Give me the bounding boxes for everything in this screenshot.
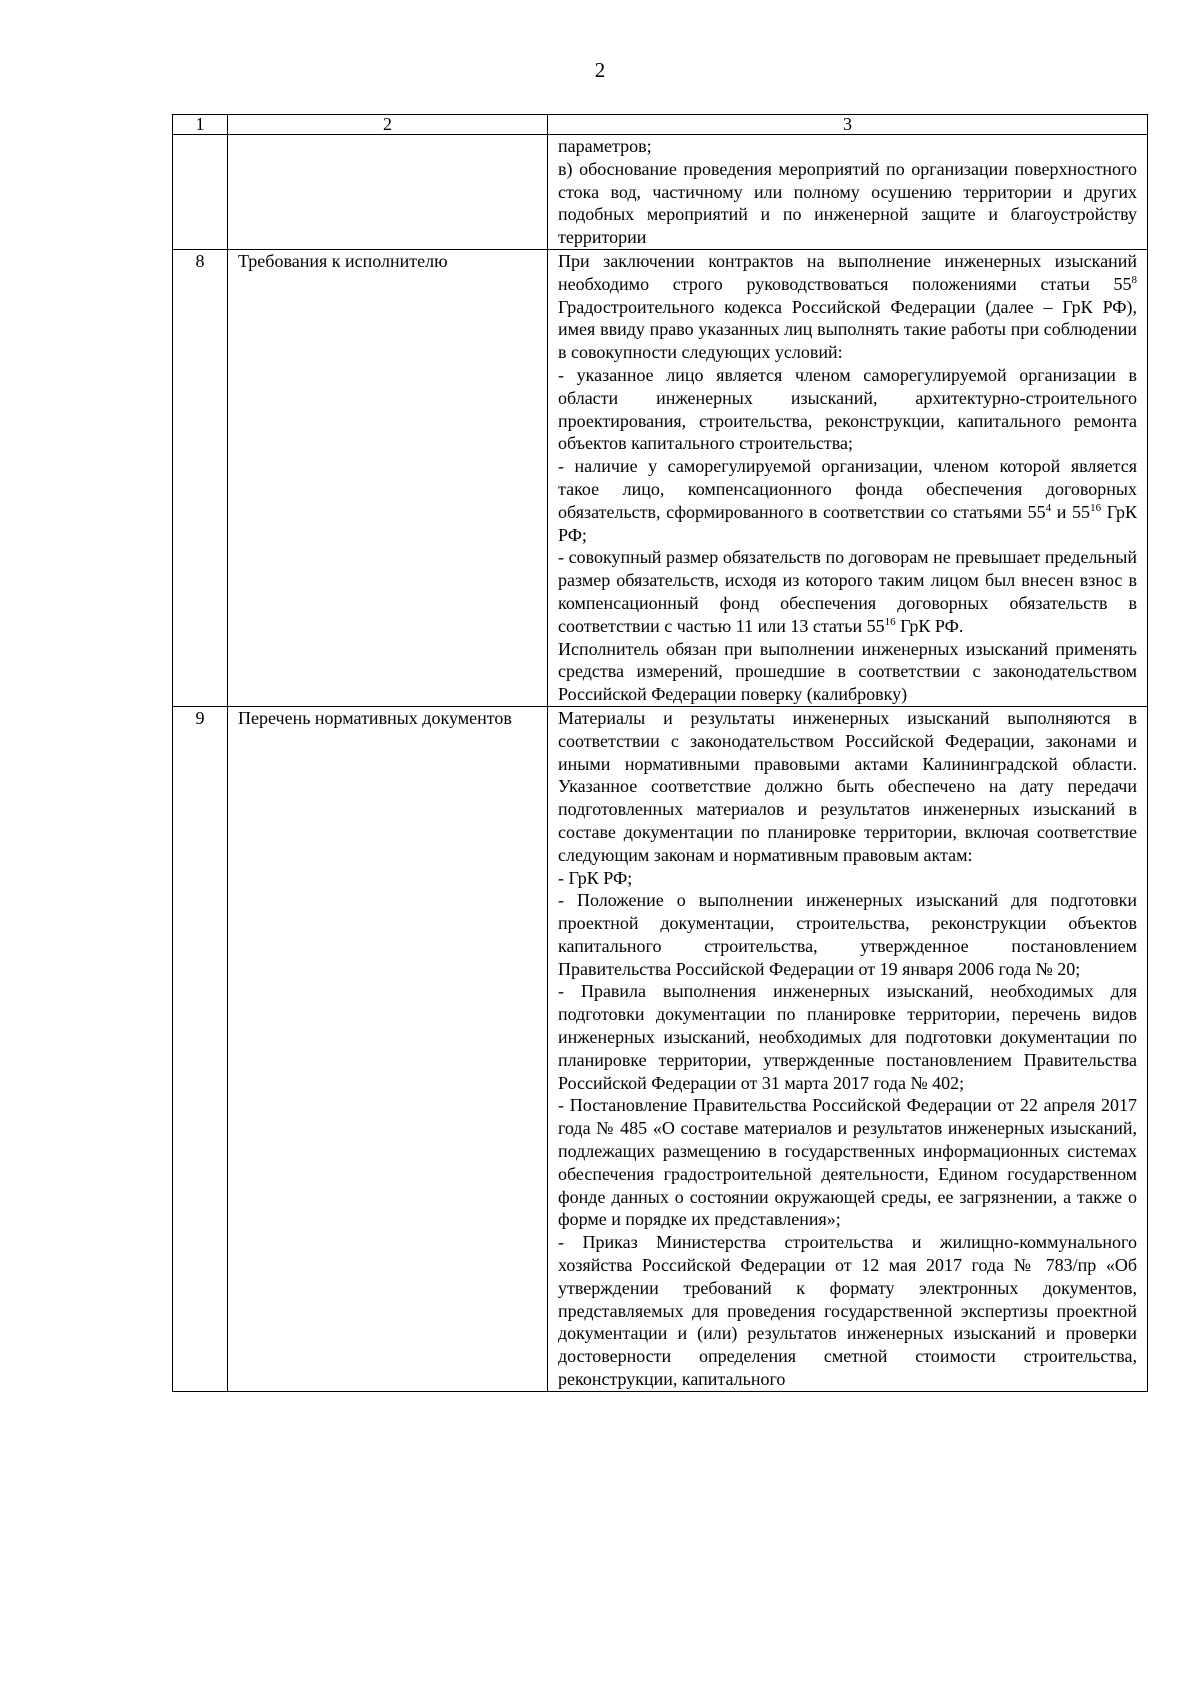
list-item: - Приказ Министерства строительства и жилищно-коммунального хозяйства Российской Федерации от 12 мая 2017 года № 783/пр «Об утверждении требований к формату электронных документов, представляемых для проведения государственной экспертизы проектной документации и (или) результатов инженерных изысканий и проверки достоверности определения сметной стоимости строительства, реконструкции, капитального (558, 1232, 1137, 1390)
row-content (548, 706, 1148, 1391)
list-item: - Постановление Правительства Российской Федерации от 22 апреля 2017 года № 485 «О составе материалов и результатов инженерных изысканий, подлежащих размещению в государственных информационных системах обеспечения градостроительной деятельности, Едином государственном фонде данных о состоянии окружающей среды, ее загрязнении, а также о форме и порядке их представления»; (558, 1095, 1137, 1230)
header-cell-3: 3 (548, 115, 1148, 135)
row-number: 8 (173, 249, 228, 706)
header-cell-2: 2 (228, 115, 548, 135)
list-item: - указанное лицо является членом саморегулируемой организации в области инженерных изысканий, архитектурно-строительного проектирования, строительства, реконструкции, капитального ремонта объектов капитального строительства; (558, 364, 1137, 454)
requirements-table (172, 114, 1148, 1392)
table-row-9 (173, 706, 1148, 1391)
paragraph: параметров; (558, 136, 652, 156)
table-row-8 (173, 249, 1148, 706)
paragraph: При заключении контрактов на выполнение инженерных изысканий необходимо строго руководствоваться положениями статьи $55^8$ Градостроительного кодекса Российской Федерации (далее – ГрК РФ), имея ввиду право указанных лиц выполнять такие работы при соблюдении в совокупности следующих условий: (558, 250, 1137, 363)
list-item: - наличие у саморегулируемой организации, членом которой является такое лицо, компенсационного фонда обеспечения договорных обязательств, сформированного в соответствии со статьями $55^4$ и $55^{16}$ ГрК РФ; (558, 456, 1137, 545)
paragraph: Материалы и результаты инженерных изысканий выполняются в соответствии с законодательством Российской Федерации, законами и иными нормативными правовыми актами Калининградской области. Указанное соответствие должно быть обеспечено на дату передачи подготовленных материалов и результатов инженерных изысканий в составе документации по планировке территории, включая соответствие следующим законам и нормативным правовым актам: (558, 707, 1137, 865)
row-title-empty (228, 135, 548, 250)
row-content (548, 249, 1148, 706)
row-content-continuation (548, 135, 1148, 250)
list-item: - Правила выполнения инженерных изысканий, необходимых для подготовки документации по планировке территории, перечень видов инженерных изысканий, необходимых для подготовки документации по планировке территории, утвержденные постановлением Правительства Российской Федерации от 31 марта 2017 года № 402; (558, 981, 1137, 1093)
list-item: - совокупный размер обязательств по договорам не превышает предельный размер обязательств, исходя из которого таким лицом был внесен взнос в компенсационный фонд обеспечения договорных обязательств в соответствии с частью 11 или 13 статьи $55^{16}$ ГрК РФ. (558, 547, 1137, 636)
row-title: Перечень нормативных документов (228, 706, 548, 1391)
paragraph: в) обоснование проведения мероприятий по организации поверхностного стока вод, частичному или полному осушению территории и других подобных мероприятий и по инженерной защите и благоустройству территории (558, 158, 1137, 248)
paragraph: Исполнитель обязан при выполнении инженерных изысканий применять средства измерений, прошедшие в соответствии с законодательством Российской Федерации поверку (калибровку) (558, 638, 1137, 705)
table-row-continuation (173, 135, 1148, 250)
header-cell-1: 1 (173, 115, 228, 135)
row-number-empty (173, 135, 228, 250)
page-number: 2 (594, 58, 606, 82)
row-title: Требования к исполнителю (228, 249, 548, 706)
list-item: - Положение о выполнении инженерных изысканий для подготовки проектной документации, строительства, реконструкции объектов капитального строительства, утвержденное постановлением Правительства Российской Федерации от 19 января 2006 года № 20; (558, 890, 1137, 979)
table-header-row (173, 115, 1148, 135)
list-item: - ГрК РФ; (558, 867, 633, 888)
row-number: 9 (173, 706, 228, 1391)
